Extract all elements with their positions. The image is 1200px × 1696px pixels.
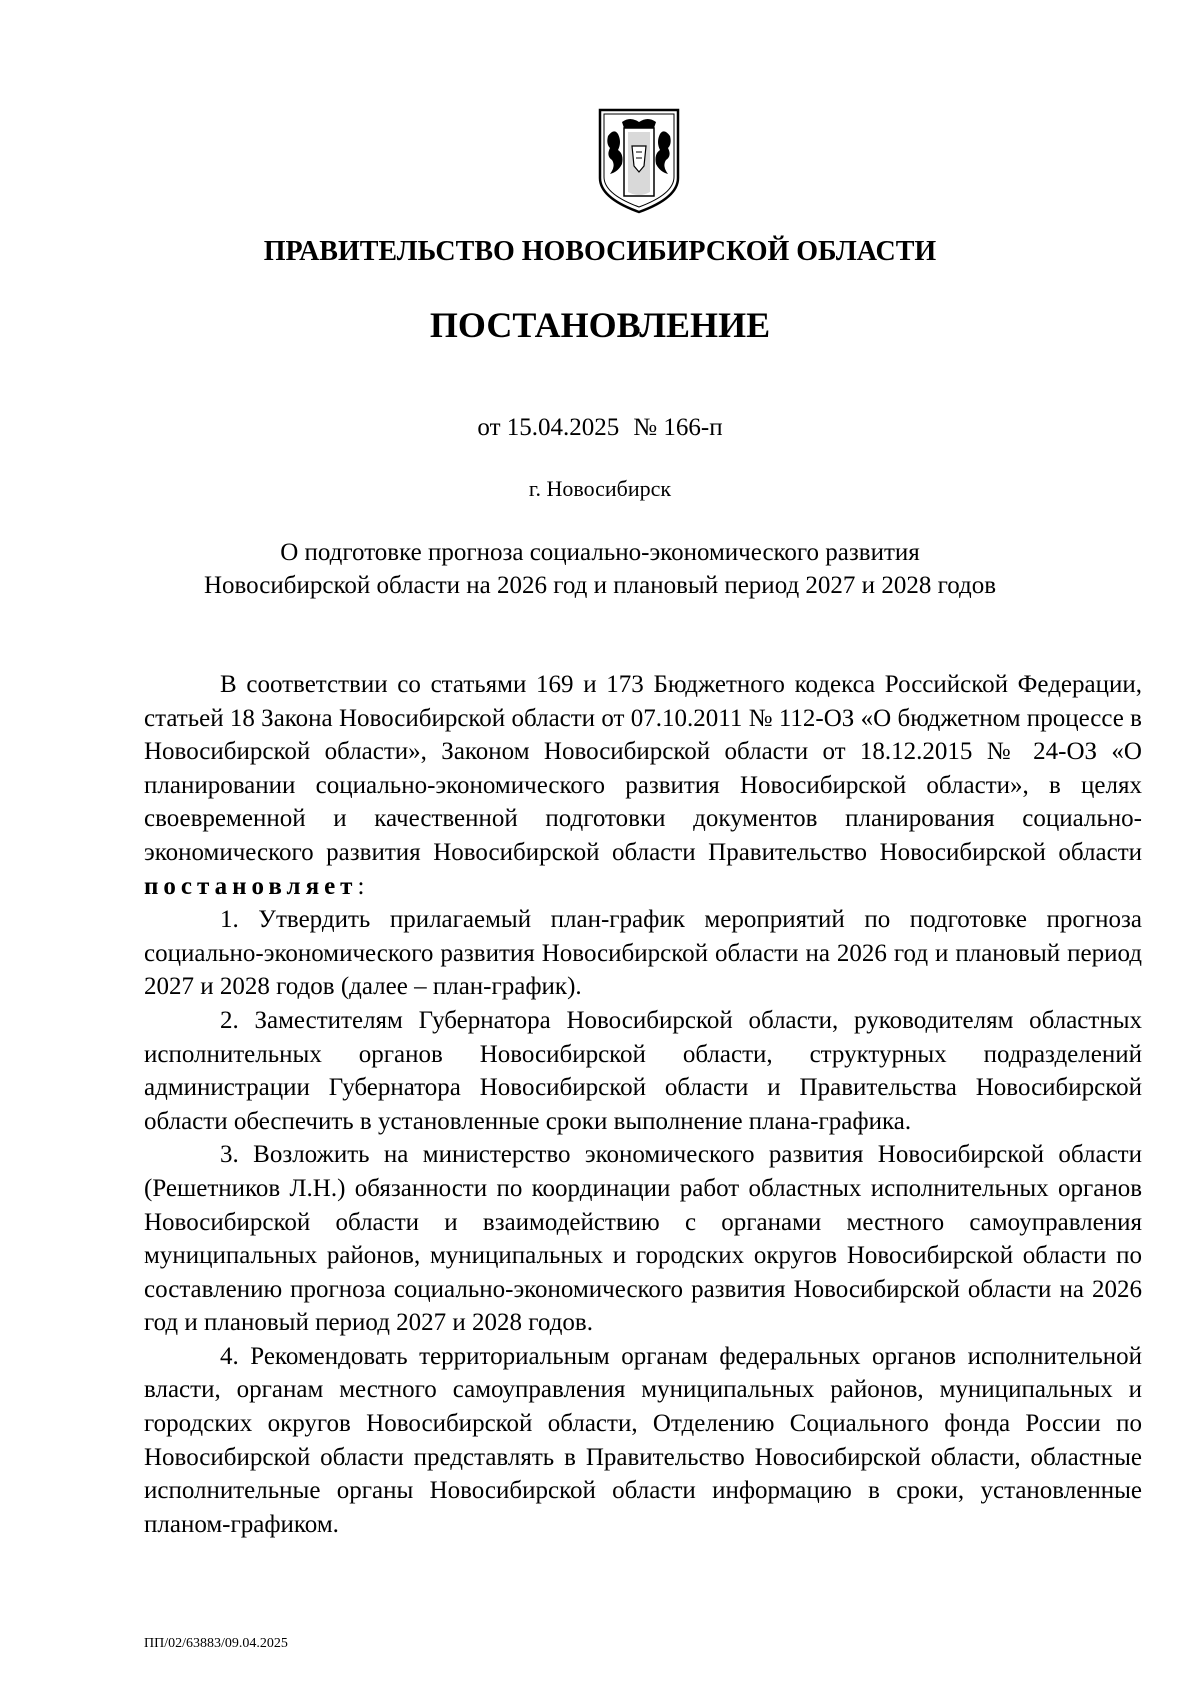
- issue-city: г. Новосибирск: [528, 476, 672, 501]
- subject-line-1: О подготовке прогноза социально-экономического развития: [280, 539, 920, 566]
- government-title: ПРАВИТЕЛЬСТВО НОВОСИБИРСКОЙ ОБЛАСТИ: [263, 236, 937, 267]
- document-body: [144, 668, 1142, 1541]
- preamble-text: В соответствии со статьями 169 и 173 Бюджетного кодекса Российской Федерации, статьей 18 Закона Новосибирской области от 07.10.2011 № 112-ОЗ «О бюджетном процессе в Новосибирской области», Законом Новосибирской области от 18.12.2015 № 24-ОЗ «О планировании социально-экономического развития Новосибирской области», в целях своевременной и качественной подготовки документов планирования социально-экономического развития Новосибирской области Правительство Новосибирской области: [144, 671, 1142, 866]
- document-subject: [0, 536, 1200, 602]
- document-type-title: ПОСТАНОВЛЕНИЕ: [429, 305, 771, 345]
- preamble-paragraph: [144, 668, 1142, 903]
- document-number: № 166-п: [633, 414, 723, 441]
- decree-colon: :: [357, 872, 365, 900]
- novosibirsk-coat-of-arms-icon: [596, 106, 682, 216]
- clause-paragraph: 2. Заместителям Губернатора Новосибирской области, руководителям областных исполнительных органов Новосибирской области, структурных подразделений администрации Губернатора Новосибирской области и Правительства Новосибирской области обеспечить в установленные сроки выполнение плана-графика.: [144, 1006, 1142, 1135]
- date-number-line: [0, 414, 1200, 442]
- decree-word: постановляет: [144, 872, 358, 900]
- clause-paragraph: 3. Возложить на министерство экономического развития Новосибирской области (Решетников Л.Н.) обязанности по координации работ областных исполнительных органов Новосибирской области и взаимодействию с органами местного самоуправления муниципальных районов, муниципальных и городских округов Новосибирской области по составлению прогноза социально-экономического развития Новосибирской области на 2026 год и плановый период 2027 и 2028 годов.: [144, 1141, 1142, 1337]
- document-registration-code: ПП/02/63883/09.04.2025: [144, 1636, 288, 1651]
- document-date: от 15.04.2025: [477, 414, 620, 441]
- subject-line-2: Новосибирской области на 2026 год и плановый период 2027 и 2028 годов: [203, 572, 997, 599]
- clause-paragraph: 1. Утвердить прилагаемый план-график мероприятий по подготовке прогноза социально-экономического развития Новосибирской области на 2026 год и плановый период 2027 и 2028 годов (далее – план-график).: [144, 906, 1142, 1001]
- clause-paragraph: 4. Рекомендовать территориальным органам федеральных органов исполнительной власти, органам местного самоуправления муниципальных районов, муниципальных и городских округов Новосибирской области, Отделению Социального фонда России по Новосибирской области представлять в Правительство Новосибирской области, областные исполнительные органы Новосибирской области информацию в сроки, установленные планом-графиком.: [144, 1342, 1142, 1538]
